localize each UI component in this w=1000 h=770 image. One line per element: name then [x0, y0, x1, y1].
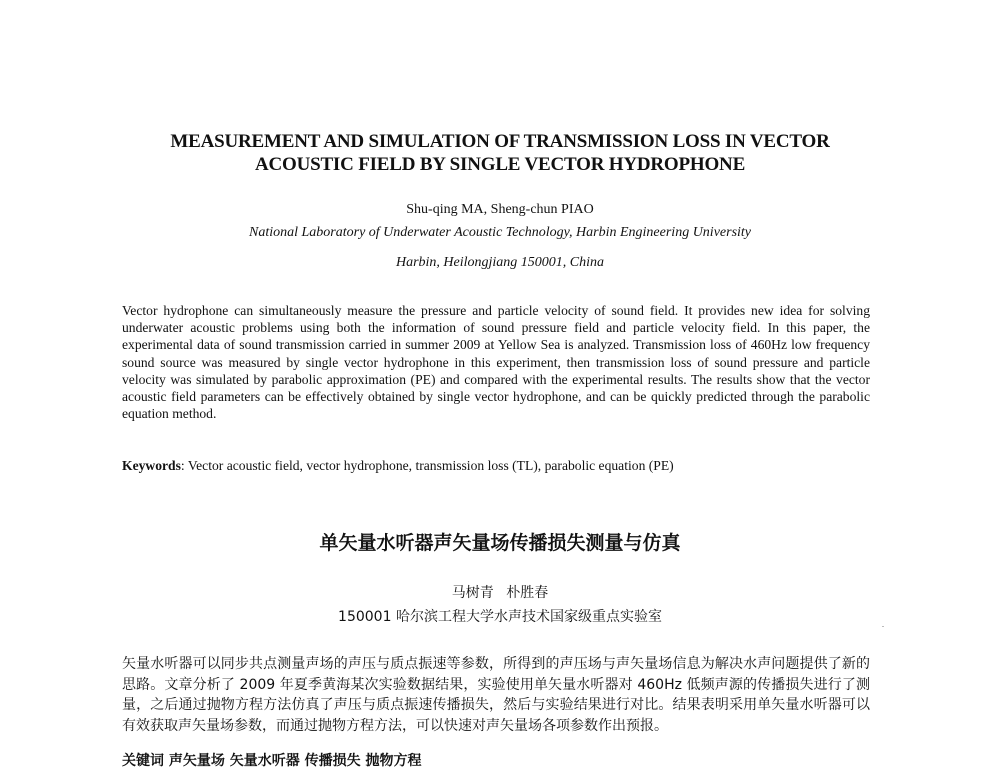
chinese-title: 单矢量水听器声矢量场传播损失测量与仿真: [319, 532, 681, 554]
english-keywords-label: Keywords: [122, 458, 181, 473]
english-title-line-2: ACOUSTIC FIELD BY SINGLE VECTOR HYDROPHONE: [254, 154, 746, 175]
english-address: Harbin, Heilongjiang 150001, China: [395, 255, 605, 270]
english-keywords: [122, 458, 870, 474]
chinese-authors: 马树青 朴胜春: [451, 585, 549, 601]
english-keywords-text: : Vector acoustic field, vector hydrophone, transmission loss (TL), parabolic equation (PE): [180, 458, 674, 473]
english-abstract: Vector hydrophone can simultaneously measure the pressure and particle velocity of sound field. It provides new idea for solving underwater acoustic problems using both the information of sound pressure field and particle velocity field. In this paper, the experimental data of sound transmission carried in summer 2009 at Yellow Sea is analyzed. Transmission loss of 460Hz low frequency sound source was measured by single vector hydrophone in this experiment, then transmission loss of sound pressure and particle velocity was simulated by parabolic approximation (PE) and compared with the experimental results. The results show that the vector acoustic field parameters can be effectively obtained by single vector hydrophone, and can be quickly predicted through the parabolic equation method.: [122, 303, 870, 422]
english-title-line-1: MEASUREMENT AND SIMULATION OF TRANSMISSION LOSS IN VECTOR: [170, 131, 830, 152]
chinese-keywords: 关键词 声矢量场 矢量水听器 传播损失 抛物方程: [122, 753, 422, 769]
chinese-affiliation: 150001 哈尔滨工程大学水声技术国家级重点实验室: [338, 609, 662, 625]
english-affiliation: National Laboratory of Underwater Acoustic Technology, Harbin Engineering University: [248, 225, 752, 240]
scan-speck: [882, 626, 884, 627]
chinese-abstract: 矢量水听器可以同步共点测量声场的声压与质点振速等参数，所得到的声压场与声矢量场信息为解决水声问题提供了新的思路。文章分析了 2009 年夏季黄海某次实验数据结果，实验使用单矢量水听器对 460Hz 低频声源的传播损失进行了测量，之后通过抛物方程方法仿真了声压与质点振速传播损失，然后与实验结果进行对比。结果表明采用单矢量水听器可以有效获取声矢量场参数，而通过抛物方程方法，可以快速对声矢量场各项参数作出预报。: [122, 656, 870, 734]
english-title: [120, 130, 880, 176]
english-authors: Shu-qing MA, Sheng-chun PIAO: [406, 202, 594, 217]
